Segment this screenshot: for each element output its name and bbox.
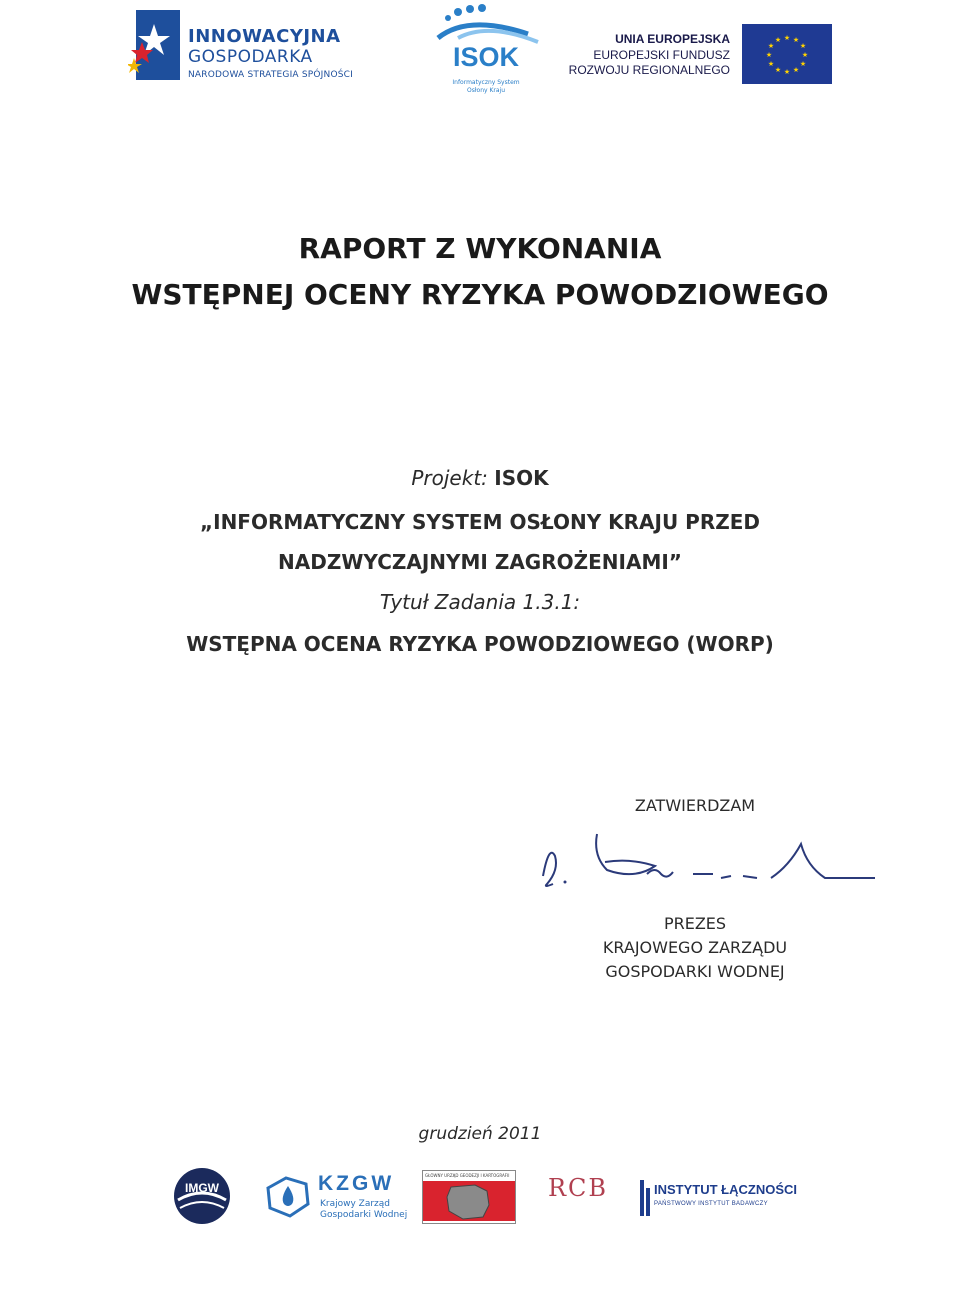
svg-text:★: ★ [783, 68, 791, 76]
svg-text:★: ★ [799, 42, 807, 50]
svg-text:★: ★ [765, 51, 773, 59]
task-title: Tytuł Zadania 1.3.1: [379, 590, 581, 614]
water-drop-icon [262, 1174, 312, 1218]
approval-label: ZATWIERDZAM [634, 796, 756, 815]
svg-text:★: ★ [792, 36, 800, 44]
report-title-line2: WSTĘPNEJ OCENY RYZYKA POWODZIOWEGO [131, 278, 829, 311]
project-name: ISOK [494, 466, 549, 490]
isok-logo [428, 4, 544, 94]
svg-text:★: ★ [767, 42, 775, 50]
task-name: WSTĘPNA OCENA RYZYKA POWODZIOWEGO (WORP) [186, 632, 774, 656]
svg-text:★: ★ [783, 34, 791, 42]
eu-logo [560, 22, 832, 88]
report-title-line1: RAPORT Z WYKONANIA [298, 232, 662, 265]
svg-text:★: ★ [799, 60, 807, 68]
gugik-logo [422, 1170, 516, 1224]
project-label: Projekt: [411, 466, 488, 490]
system-name-line2: NADZWYCZAJNYMI ZAGROŻENIAMI” [278, 550, 682, 574]
kzgw-sub2: Gospodarki Wodnej [320, 1210, 408, 1220]
eu-line2: EUROPEJSKI FUNDUSZ [593, 48, 730, 62]
eu-line3: ROZWOJU REGIONALNEGO [568, 63, 730, 77]
report-date: grudzień 2011 [418, 1124, 542, 1144]
poland-map-icon [423, 1181, 515, 1221]
innowacyjna-gospodarka-logo [128, 10, 368, 82]
ig-logo-line3: NARODOWA STRATEGIA SPÓJNOŚCI [188, 70, 353, 80]
position-line2: KRAJOWEGO ZARZĄDU [602, 938, 788, 957]
ig-logo-line1: INNOWACYJNA [188, 26, 341, 47]
rcb-text: RCB [547, 1174, 609, 1202]
kzgw-sub1: Krajowy Zarząd [320, 1199, 391, 1209]
svg-text:★: ★ [792, 66, 800, 74]
kzgw-logo [262, 1172, 408, 1222]
isok-swoosh-icon [428, 4, 544, 44]
isok-word: ISOK [452, 42, 519, 72]
position-line3: GOSPODARKI WODNEJ [605, 962, 785, 981]
system-name-line1: „INFORMATYCZNY SYSTEM OSŁONY KRAJU PRZED [199, 510, 761, 534]
il-line1: INSTYTUT ŁĄCZNOŚCI [654, 1182, 797, 1197]
gugik-text: GŁÓWNY URZĄD GEODEZJI I KARTOGRAFII [425, 1173, 510, 1178]
imgw-logo [170, 1166, 234, 1226]
il-mark-icon [640, 1180, 652, 1216]
position-line1: PREZES [663, 914, 727, 933]
project-line [0, 466, 960, 490]
isok-sub2: Osłony Kraju [466, 87, 506, 94]
il-line2: PAŃSTWOWY INSTYTUT BADAWCZY [654, 1201, 768, 1207]
rcb-logo [542, 1172, 614, 1224]
svg-text:★: ★ [767, 60, 775, 68]
isok-sub1: Informatyczny System [452, 79, 520, 86]
ig-star-icon [128, 10, 180, 80]
svg-text:★: ★ [774, 66, 782, 74]
svg-text:★: ★ [801, 51, 809, 59]
instytut-lacznosci-logo [640, 1180, 797, 1220]
svg-text:★: ★ [774, 36, 782, 44]
signature-image [535, 826, 885, 896]
ig-logo-line2: GOSPODARKA [188, 47, 313, 67]
eu-flag-icon [742, 24, 832, 84]
eu-line1: UNIA EUROPEJSKA [615, 32, 730, 46]
kzgw-title: KZGW [318, 1172, 395, 1195]
imgw-text: IMGW [185, 1181, 219, 1195]
